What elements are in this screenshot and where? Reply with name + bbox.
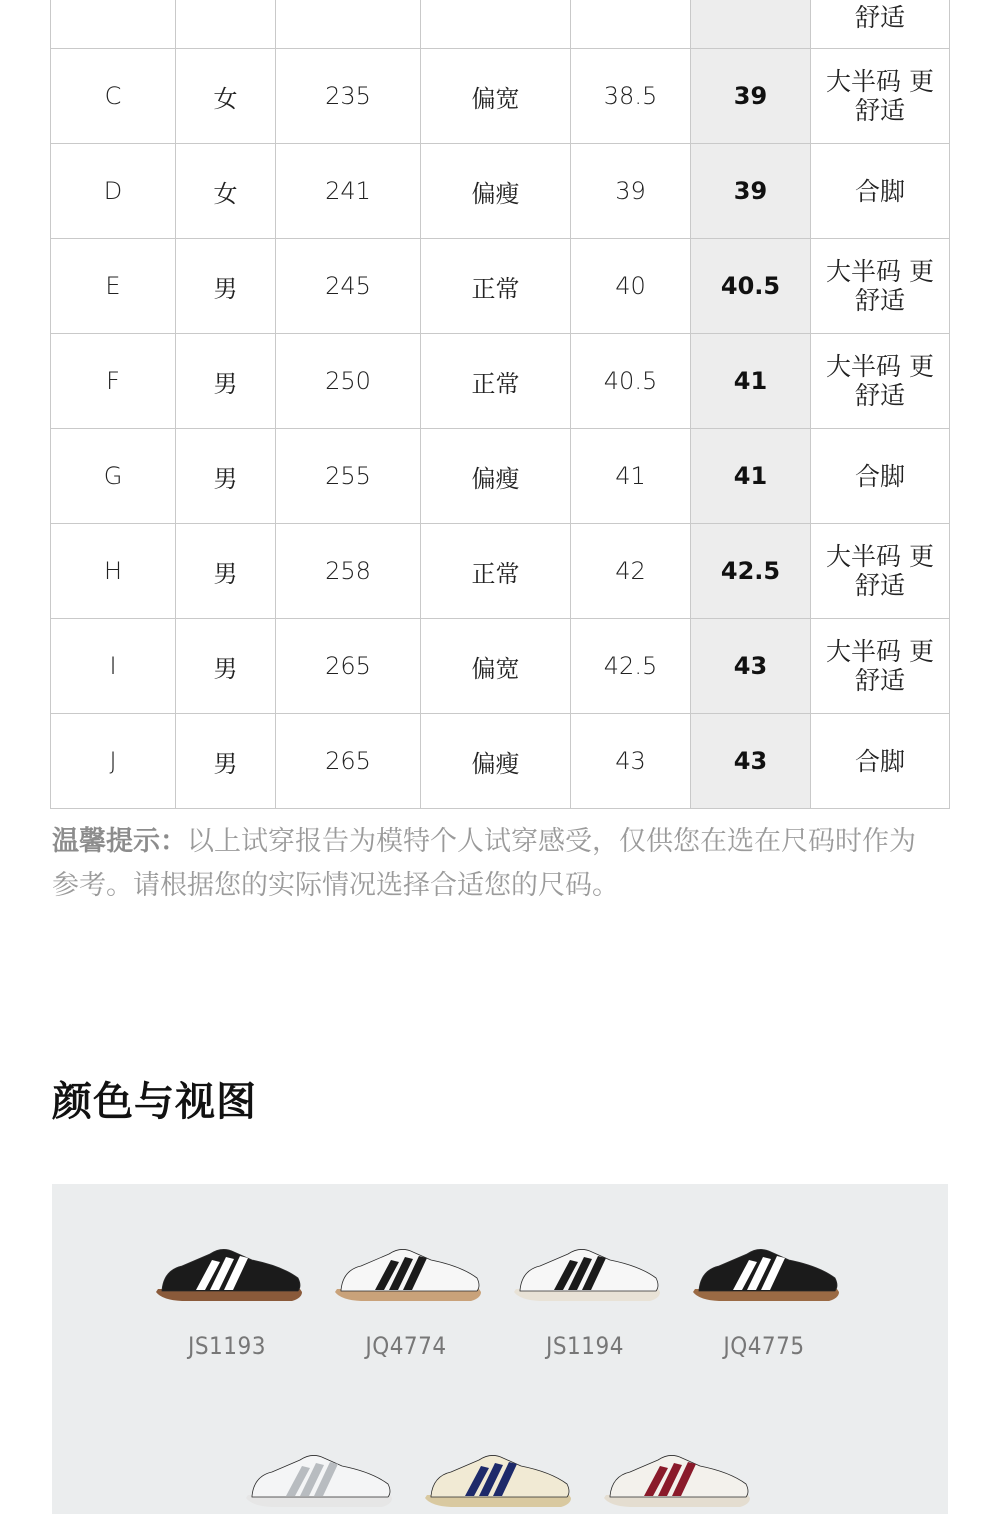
color-variants-panel — [52, 1184, 948, 1514]
table-row — [51, 239, 950, 334]
model-id-cell: C — [51, 49, 176, 144]
fit-feel-text: 大半码 更舒适 — [826, 637, 934, 695]
foot-length-cell: 245 — [276, 239, 421, 334]
size-fit-table — [50, 0, 950, 809]
foot-shape-cell: 偏瘦 — [421, 429, 571, 524]
fit-feel-text: 合脚 — [854, 461, 905, 491]
model-id-cell — [51, 0, 176, 49]
fit-feel-cell — [811, 429, 950, 524]
table-row — [51, 619, 950, 714]
fit-feel-cell — [811, 524, 950, 619]
recommended-size-cell: 41 — [691, 334, 811, 429]
gender-cell: 男 — [176, 619, 276, 714]
sneaker-icon — [331, 1240, 481, 1306]
fit-feel-cell — [811, 239, 950, 334]
table-row — [51, 429, 950, 524]
fit-feel-cell — [811, 619, 950, 714]
model-id-cell: I — [51, 619, 176, 714]
table-row — [51, 334, 950, 429]
foot-shape-cell: 正常 — [421, 524, 571, 619]
gender-cell: 女 — [176, 144, 276, 239]
fit-feel-text: 大半码 更舒适 — [826, 542, 934, 600]
color-variant-5[interactable] — [242, 1446, 392, 1538]
gender-cell: 男 — [176, 714, 276, 809]
variant-code: JQ4774 — [365, 1332, 447, 1360]
color-variant-2[interactable] — [331, 1240, 481, 1360]
foot-length-cell: 265 — [276, 619, 421, 714]
gender-cell — [176, 0, 276, 49]
foot-length-cell — [276, 0, 421, 49]
color-variant-6[interactable] — [421, 1446, 571, 1538]
usual-size-cell: 42 — [571, 524, 691, 619]
fit-feel-cell — [811, 714, 950, 809]
fit-feel-cell — [811, 334, 950, 429]
model-id-cell: G — [51, 429, 176, 524]
model-id-cell: F — [51, 334, 176, 429]
table-row — [51, 0, 950, 49]
recommended-size-cell: 43 — [691, 619, 811, 714]
foot-shape-cell: 偏瘦 — [421, 714, 571, 809]
sneaker-icon — [242, 1446, 392, 1512]
variant-code: JQ4775 — [723, 1332, 805, 1360]
foot-length-cell: 250 — [276, 334, 421, 429]
gender-cell: 男 — [176, 334, 276, 429]
sneaker-icon — [152, 1240, 302, 1306]
table-row — [51, 144, 950, 239]
foot-shape-cell: 偏宽 — [421, 619, 571, 714]
color-variant-1[interactable] — [152, 1240, 302, 1360]
tip-text: 以上试穿报告为模特个人试穿感受，仅供您在选在尺码时作为参考。请根据您的实际情况选择合适您的尺码。 — [52, 826, 916, 901]
gender-cell: 男 — [176, 524, 276, 619]
model-id-cell: H — [51, 524, 176, 619]
usual-size-cell: 40.5 — [571, 334, 691, 429]
sneaker-icon — [510, 1240, 660, 1306]
table-row — [51, 49, 950, 144]
model-id-cell: E — [51, 239, 176, 334]
foot-length-cell: 255 — [276, 429, 421, 524]
usual-size-cell: 39 — [571, 144, 691, 239]
fit-feel-text: 合脚 — [854, 746, 905, 776]
sneaker-icon — [421, 1446, 571, 1512]
usual-size-cell: 43 — [571, 714, 691, 809]
fit-feel-cell — [811, 49, 950, 144]
table-row — [51, 524, 950, 619]
color-variant-7[interactable] — [600, 1446, 750, 1538]
variant-code: JS1194 — [545, 1332, 624, 1360]
usual-size-cell: 40 — [571, 239, 691, 334]
fit-feel-cell — [811, 0, 950, 49]
sneaker-icon — [689, 1240, 839, 1306]
fit-feel-text: 大半码 更舒适 — [826, 352, 934, 410]
tip-label: 温馨提示： — [52, 826, 187, 857]
fit-feel-text: 舒适 — [854, 3, 905, 32]
foot-shape-cell: 偏宽 — [421, 49, 571, 144]
model-id-cell: D — [51, 144, 176, 239]
foot-length-cell: 258 — [276, 524, 421, 619]
foot-length-cell: 241 — [276, 144, 421, 239]
foot-length-cell: 235 — [276, 49, 421, 144]
color-variant-3[interactable] — [510, 1240, 660, 1360]
recommended-size-cell: 39 — [691, 49, 811, 144]
fit-tip — [52, 820, 942, 908]
colors-section-title: 颜色与视图 — [52, 1079, 257, 1125]
foot-shape-cell: 正常 — [421, 239, 571, 334]
recommended-size-cell: 43 — [691, 714, 811, 809]
color-variant-4[interactable] — [689, 1240, 839, 1360]
sneaker-icon — [600, 1446, 750, 1512]
foot-shape-cell — [421, 0, 571, 49]
foot-shape-cell: 偏瘦 — [421, 144, 571, 239]
gender-cell: 男 — [176, 239, 276, 334]
recommended-size-cell: 41 — [691, 429, 811, 524]
model-id-cell: J — [51, 714, 176, 809]
gender-cell: 女 — [176, 49, 276, 144]
table-row — [51, 714, 950, 809]
fit-feel-cell — [811, 144, 950, 239]
fit-feel-text: 合脚 — [854, 176, 905, 206]
fit-feel-text: 大半码 更舒适 — [826, 257, 934, 315]
recommended-size-cell: 39 — [691, 144, 811, 239]
foot-length-cell: 265 — [276, 714, 421, 809]
usual-size-cell — [571, 0, 691, 49]
fit-feel-text: 大半码 更舒适 — [826, 67, 934, 125]
gender-cell: 男 — [176, 429, 276, 524]
recommended-size-cell: 40.5 — [691, 239, 811, 334]
foot-shape-cell: 正常 — [421, 334, 571, 429]
recommended-size-cell — [691, 0, 811, 49]
recommended-size-cell: 42.5 — [691, 524, 811, 619]
usual-size-cell: 42.5 — [571, 619, 691, 714]
usual-size-cell: 38.5 — [571, 49, 691, 144]
variant-code: JS1193 — [187, 1332, 266, 1360]
usual-size-cell: 41 — [571, 429, 691, 524]
